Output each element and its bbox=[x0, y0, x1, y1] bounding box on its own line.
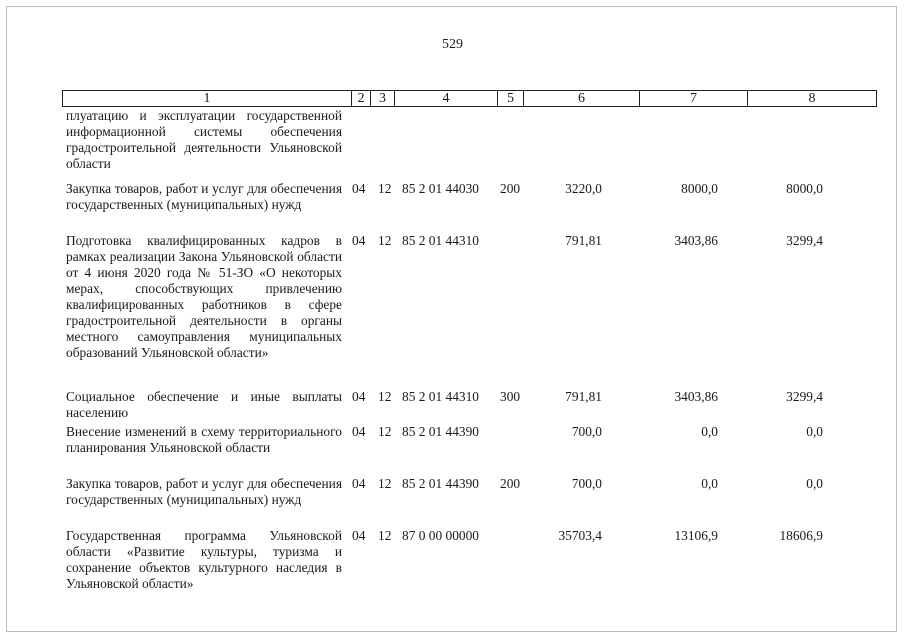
row-col-8: 0,0 bbox=[806, 424, 823, 439]
row-col-2: 04 bbox=[352, 389, 366, 404]
row-col-5: 200 bbox=[500, 476, 521, 491]
table-header bbox=[62, 90, 877, 107]
row-description: Социальное обеспечение и иные выплаты населению bbox=[66, 389, 342, 420]
row-col-2: 04 bbox=[352, 528, 366, 543]
row-col-3: 12 bbox=[378, 233, 392, 248]
header-col-2: 2 bbox=[352, 91, 371, 106]
row-col-6: 791,81 bbox=[565, 389, 602, 404]
row-col-2: 04 bbox=[352, 424, 366, 439]
row-col-7: 8000,0 bbox=[681, 181, 718, 196]
row-col-6: 35703,4 bbox=[558, 528, 602, 543]
row-col-4: 85 2 01 44310 bbox=[402, 233, 479, 248]
page-number: 529 bbox=[442, 37, 463, 52]
row-col-6: 700,0 bbox=[571, 476, 602, 491]
row-col-4: 85 2 01 44390 bbox=[402, 424, 479, 439]
row-description: Государственная программа Ульяновской области «Развитие культуры, туризма и сохранение объектов культурного наследия в Ульяновской области» bbox=[66, 528, 342, 591]
row-col-7: 13106,9 bbox=[674, 528, 718, 543]
header-col-5: 5 bbox=[498, 91, 524, 106]
row-col-7: 0,0 bbox=[701, 476, 718, 491]
header-col-8: 8 bbox=[808, 91, 816, 106]
row-col-7: 3403,86 bbox=[674, 389, 718, 404]
row-col-6: 700,0 bbox=[571, 424, 602, 439]
row-col-7: 3403,86 bbox=[674, 233, 718, 248]
row-col-8: 8000,0 bbox=[786, 181, 823, 196]
row-col-4: 85 2 01 44030 bbox=[402, 181, 479, 196]
row-col-2: 04 bbox=[352, 233, 366, 248]
header-col-1: 1 bbox=[63, 91, 352, 106]
row-description: Закупка товаров, работ и услуг для обеспечения государственных (муниципальных) нужд bbox=[66, 181, 342, 212]
row-col-8: 18606,9 bbox=[779, 528, 823, 543]
header-col-6: 6 bbox=[524, 91, 640, 106]
header-col-4: 4 bbox=[395, 91, 498, 106]
row-col-3: 12 bbox=[378, 476, 392, 491]
row-description: Внесение изменений в схему территориального планирования Ульяновской области bbox=[66, 424, 342, 455]
row-col-4: 85 2 01 44390 bbox=[402, 476, 479, 491]
row-col-7: 0,0 bbox=[701, 424, 718, 439]
row-col-8: 0,0 bbox=[806, 476, 823, 491]
row-col-6: 3220,0 bbox=[565, 181, 602, 196]
row-col-6: 791,81 bbox=[565, 233, 602, 248]
row-col-5: 300 bbox=[500, 389, 521, 404]
row-col-2: 04 bbox=[352, 181, 366, 196]
header-col-7: 7 bbox=[640, 91, 748, 106]
row-col-5: 200 bbox=[500, 181, 521, 196]
row-col-4: 85 2 01 44310 bbox=[402, 389, 479, 404]
row-col-2: 04 bbox=[352, 476, 366, 491]
row-col-3: 12 bbox=[378, 528, 392, 543]
header-col-3: 3 bbox=[371, 91, 395, 106]
row-col-3: 12 bbox=[378, 424, 392, 439]
row-col-4: 87 0 00 00000 bbox=[402, 528, 479, 543]
row-col-3: 12 bbox=[378, 181, 392, 196]
row-col-3: 12 bbox=[378, 389, 392, 404]
row-description: плуатацию и эксплуатации государственной информационной системы обеспечения градостроительной деятельности Ульяновской области bbox=[66, 108, 342, 171]
row-col-8: 3299,4 bbox=[786, 233, 823, 248]
row-col-8: 3299,4 bbox=[786, 389, 823, 404]
row-description: Закупка товаров, работ и услуг для обеспечения государственных (муниципальных) нужд bbox=[66, 476, 342, 507]
row-description: Подготовка квалифицированных кадров в рамках реализации Закона Ульяновской области от 4 июня 2020 года № 51-ЗО «О некоторых мерах, способствующих привлечению квалифицированных работников в сфере градостроительной деятельности в органы местного самоуправления муниципальных образований Ульяновской области» bbox=[66, 233, 342, 360]
